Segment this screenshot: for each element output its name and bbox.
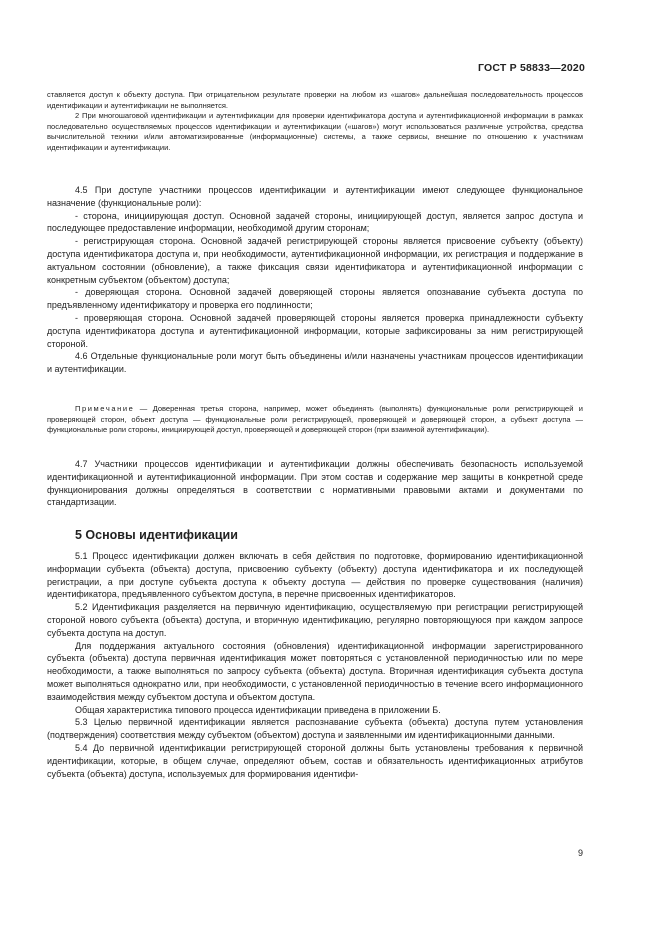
note-label: Примечание bbox=[75, 404, 135, 413]
note-text: — Доверенная третья сторона, например, может объединять (выполнять) функциональные роли регистрирующей и проверяющей сторон, объект доступа — функциональные роли регистрирующей, проверяющей и доверяющей сторон, а субъект доступа — функциональные роли стороны, инициирующей доступ, проверяющей и доверяющей сторон (при взаимной аутентификации). bbox=[47, 404, 583, 435]
role-verifier: - проверяющая сторона. Основной задачей проверяющей стороны является проверка принадлежности субъекту доступа идентификатора доступа и аутентификационной информации, которые зафиксированы за ним регистрирующей стороной. bbox=[47, 312, 583, 349]
page-number: 9 bbox=[577, 848, 583, 858]
para-5-2-cont: Для поддержания актуального состояния (обновления) идентификационной информации зарегистрированного субъекта (объекта) доступа первичная идентификация может повторяться с установленной периодичностью или по мере необходимости, а также выполняться по запросу субъекта (объекта) доступа. Вторичная идентификация субъекта доступа может выполняться однократно или, при необходимости, с установленной периодичностью в течение всего информационного взаимодействия между субъектом доступа и объектом доступа. bbox=[47, 640, 583, 702]
para-4-5: 4.5 При доступе участники процессов идентификации и аутентификации имеют следующее функциональное назначение (функциональные роли): bbox=[47, 185, 583, 208]
section-5-paragraphs bbox=[47, 550, 583, 780]
para-5-2: 5.2 Идентификация разделяется на первичную идентификацию, осуществляемую при регистрации регистрирующей стороной нового субъекта (объекта) доступа, и вторичную идентификацию, регулярно повторяющуюся при каждом запросе субъекта доступа на доступ. bbox=[47, 602, 583, 638]
section-5-heading: 5 Основы идентификации bbox=[75, 528, 238, 542]
note-2: 2 При многошаговой идентификации и аутентификации для проверки идентификатора доступа и аутентификационной информации в рамках последовательно осуществляемых процессов идентификации и аутентификации («шагов») могут использоваться различные устройства, средства вычислительной техники и/или автоматизированные (информационные) системы, а также сервисы, внешние по отношению к участникам идентификации и аутентификации. bbox=[47, 111, 583, 152]
note-continuation: ставляется доступ к объекту доступа. При отрицательном результате проверки на любом из «шагов» дальнейшая последовательность процессов идентификации и аутентификации не выполняется. bbox=[47, 90, 583, 110]
para-5-4: 5.4 До первичной идентификации регистрирующей стороной должны быть установлены требования к первичной идентификации, которые, в общем случае, определяют объем, состав и обязательность идентификационных атрибутов субъекта (объекта) доступа, используемых для формирования идентифи- bbox=[47, 742, 583, 779]
section-4-paragraphs bbox=[47, 184, 583, 376]
top-notes bbox=[47, 90, 583, 154]
para-4-6: 4.6 Отдельные функциональные роли могут быть объединены и/или назначены участникам процессов идентификации и аутентификации. bbox=[47, 351, 583, 375]
role-registrar: - регистрирующая сторона. Основной задачей регистрирующей стороны является присвоение субъекту (объекту) доступа идентификатора доступа и, при необходимости, аутентификационной информации, их регистрация и поддержание в актуальном состоянии (обновление), а также фиксация связи идентификатора и аутентификационной информации с конкретным субъектом (объектом) доступа; bbox=[47, 236, 583, 285]
para-5-3: 5.3 Целью первичной идентификации является распознавание субъекта (объекта) доступа путем установления (подтверждения) соответствия между субъектом (объектом) доступа и заявленными им идентификационными данными. bbox=[47, 717, 583, 741]
document-header: ГОСТ Р 58833—2020 bbox=[477, 62, 585, 74]
para-5-1: 5.1 Процесс идентификации должен включать в себя действия по подготовке, формированию идентификационной информации субъекта (объекта) доступа, присвоению субъекту (объекту) доступа идентификатора и их последующей регистрации, а при доступе субъекта доступа к объекту доступа — действия по проверке существования (наличия) идентификатора, предъявленного субъектом доступа, в перечне присвоенных идентификаторов. bbox=[47, 551, 583, 600]
note-block bbox=[47, 404, 583, 436]
para-5-2-annex: Общая характеристика типового процесса идентификации приведена в приложении Б. bbox=[75, 704, 441, 715]
role-relying: - доверяющая сторона. Основной задачей доверяющей стороны является опознавание субъекта доступа по предъявленному идентификатору и проверка его подлинности; bbox=[47, 287, 583, 311]
role-initiator: - сторона, инициирующая доступ. Основной задачей стороны, инициирующей доступ, является запрос доступа и последующее предоставление информации, необходимой другим сторонам; bbox=[47, 210, 583, 234]
para-4-7: 4.7 Участники процессов идентификации и аутентификации должны обеспечивать безопасность используемой идентификационной и аутентификационной информации. При этом состав и содержание мер защиты в конкретной среде функционирования должны определяться в соответствии с нормативными правовыми актами и документами по стандартизации. bbox=[47, 459, 583, 508]
note-paragraph bbox=[47, 404, 583, 436]
para-4-7-block bbox=[47, 458, 583, 509]
